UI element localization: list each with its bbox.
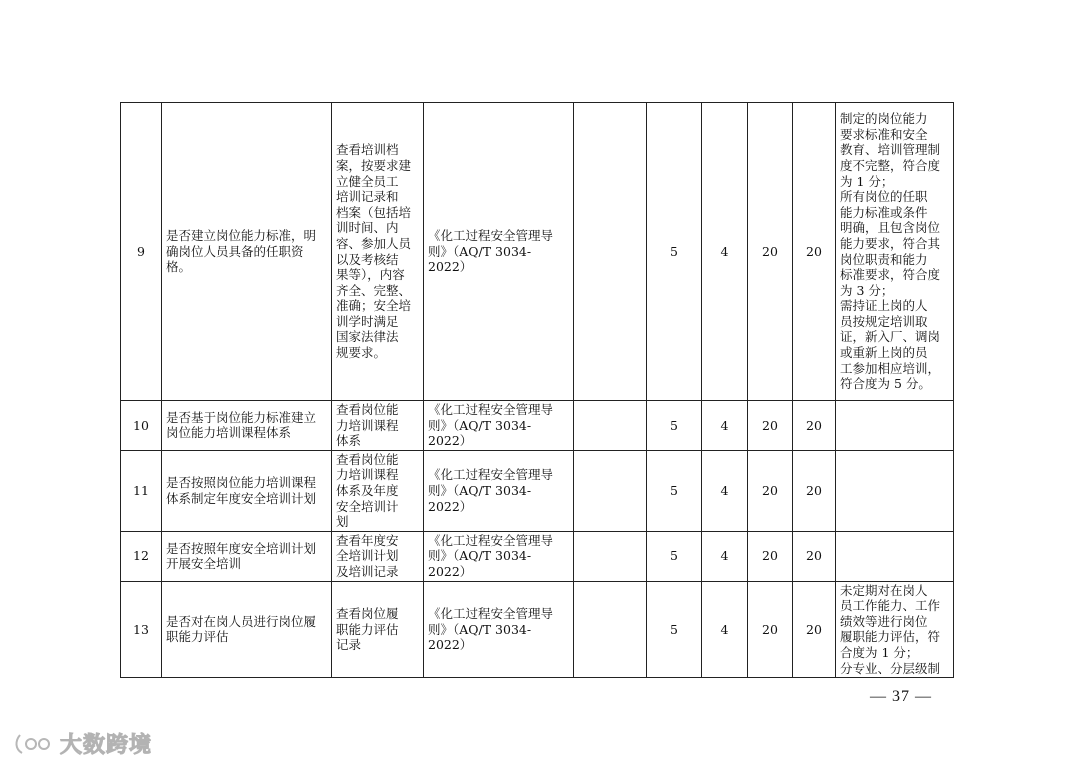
page-number: — 37 — bbox=[870, 688, 932, 705]
table-row bbox=[121, 103, 954, 401]
score-b: 4 bbox=[702, 450, 748, 531]
check-method: 查看岗位能 力培训课程 体系 bbox=[332, 401, 424, 451]
table-row bbox=[121, 581, 954, 678]
score-d: 20 bbox=[793, 531, 836, 581]
score-d: 20 bbox=[793, 401, 836, 451]
score-d: 20 bbox=[793, 103, 836, 401]
basis-reference: 《化工过程安全管理导则》（AQ/T 3034-2022） bbox=[424, 581, 574, 678]
check-item: 是否对在岗人员进行岗位履职能力评估 bbox=[162, 581, 332, 678]
scoring-note: 未定期对在岗人 员工作能力、工作 绩效等进行岗位 履职能力评估，符 合度为 1 分； 分专业、分层级制 bbox=[836, 581, 954, 678]
table-row bbox=[121, 401, 954, 451]
row-number: 12 bbox=[121, 531, 162, 581]
basis-reference: 《化工过程安全管理导则》（AQ/T 3034-2022） bbox=[424, 531, 574, 581]
score-a: 5 bbox=[647, 103, 702, 401]
scoring-note bbox=[836, 450, 954, 531]
watermark bbox=[14, 728, 152, 759]
basis-reference: 《化工过程安全管理导则》（AQ/T 3034-2022） bbox=[424, 450, 574, 531]
table-body bbox=[121, 103, 954, 678]
row-number: 9 bbox=[121, 103, 162, 401]
row-number: 13 bbox=[121, 581, 162, 678]
score-d: 20 bbox=[793, 581, 836, 678]
score-c: 20 bbox=[748, 531, 793, 581]
check-item: 是否按照年度安全培训计划开展安全培训 bbox=[162, 531, 332, 581]
score-c: 20 bbox=[748, 450, 793, 531]
basis-reference: 《化工过程安全管理导则》（AQ/T 3034-2022） bbox=[424, 401, 574, 451]
row-number: 11 bbox=[121, 450, 162, 531]
assessment-table bbox=[120, 102, 954, 678]
blank-cell bbox=[574, 401, 647, 451]
basis-reference: 《化工过程安全管理导则》（AQ/T 3034-2022） bbox=[424, 103, 574, 401]
blank-cell bbox=[574, 450, 647, 531]
table-row bbox=[121, 531, 954, 581]
blank-cell bbox=[574, 581, 647, 678]
score-d: 20 bbox=[793, 450, 836, 531]
score-c: 20 bbox=[748, 103, 793, 401]
check-item: 是否按照岗位能力培训课程体系制定年度安全培训计划 bbox=[162, 450, 332, 531]
table-row bbox=[121, 450, 954, 531]
scoring-note: 制定的岗位能力 要求标准和安全 教育、培训管理制 度不完整，符合度 为 1 分； 所有岗位的任职 能力标准或条件 明确，且包含岗位 能力要求，符合其 岗位职责和能力 标准要求，符合度 为 3 分； 需持证上岗的人 员按规定培训取 证，新入厂、调岗 或重新上岗的员 工参加相应培训， 符合度为 5 分。 bbox=[836, 103, 954, 401]
score-b: 4 bbox=[702, 103, 748, 401]
scoring-note bbox=[836, 531, 954, 581]
check-item: 是否建立岗位能力标准，明确岗位人员具备的任职资格。 bbox=[162, 103, 332, 401]
watermark-logo-icon bbox=[14, 731, 54, 757]
watermark-text: 大数跨境 bbox=[60, 733, 153, 758]
score-a: 5 bbox=[647, 531, 702, 581]
score-a: 5 bbox=[647, 581, 702, 678]
blank-cell bbox=[574, 531, 647, 581]
score-a: 5 bbox=[647, 450, 702, 531]
blank-cell bbox=[574, 103, 647, 401]
check-method: 查看岗位履 职能力评估 记录 bbox=[332, 581, 424, 678]
score-c: 20 bbox=[748, 401, 793, 451]
score-b: 4 bbox=[702, 531, 748, 581]
scoring-note bbox=[836, 401, 954, 451]
check-item: 是否基于岗位能力标准建立岗位能力培训课程体系 bbox=[162, 401, 332, 451]
score-b: 4 bbox=[702, 581, 748, 678]
row-number: 10 bbox=[121, 401, 162, 451]
check-method: 查看岗位能 力培训课程 体系及年度 安全培训计 划 bbox=[332, 450, 424, 531]
score-a: 5 bbox=[647, 401, 702, 451]
score-b: 4 bbox=[702, 401, 748, 451]
score-c: 20 bbox=[748, 581, 793, 678]
check-method: 查看年度安 全培训计划 及培训记录 bbox=[332, 531, 424, 581]
check-method: 查看培训档 案，按要求建 立健全员工 培训记录和 档案（包括培 训时间、内 容、参加人员 以及考核结 果等），内容 齐全、完整、 准确；安全培 训学时满足 国家法律法 规要求。 bbox=[332, 103, 424, 401]
